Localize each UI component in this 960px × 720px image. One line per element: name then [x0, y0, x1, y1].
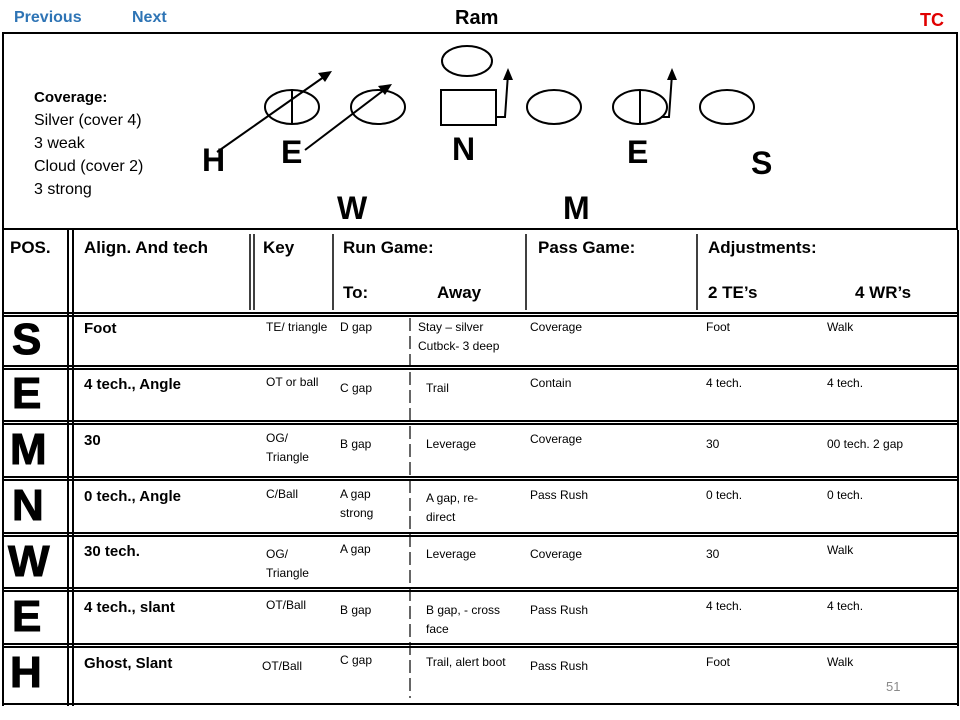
corner-label: TC: [920, 10, 944, 30]
page-title: Ram: [455, 7, 499, 29]
coverage-line: 3 strong: [34, 181, 92, 198]
row-run-to: B gap: [340, 603, 372, 617]
row-adj-te: 30: [706, 437, 720, 451]
header-pos: POS.: [10, 238, 51, 257]
row-pos: M: [10, 425, 47, 474]
row-adj-te: 4 tech.: [706, 599, 743, 613]
header-adjust-te: 2 TE’s: [708, 283, 758, 302]
row-run-away: Trail: [426, 381, 449, 395]
header-run-to: To:: [343, 283, 369, 302]
row-align: 4 tech., Angle: [84, 376, 181, 393]
slide-number: 51: [886, 679, 901, 694]
defender-n: N: [452, 131, 476, 167]
row-run-to: B gap: [340, 437, 372, 451]
header-align: Align. And tech: [84, 238, 209, 257]
row-pos: W: [8, 537, 50, 586]
row-run-away: A gap, re-direct: [426, 491, 479, 524]
row-key: OT or ball: [266, 375, 319, 389]
defender-m: M: [563, 190, 590, 226]
row-adj-wr: Walk: [827, 655, 854, 669]
row-key: OT/Ball: [266, 598, 307, 612]
row-run-away: Leverage: [426, 437, 477, 451]
row-adj-te: Foot: [706, 320, 731, 334]
next-link[interactable]: Next: [132, 9, 167, 26]
row-run-to: A gap strong: [340, 487, 374, 520]
header-adjustments: Adjustments:: [708, 238, 817, 257]
previous-link[interactable]: Previous: [14, 9, 82, 26]
row-pos: S: [12, 315, 42, 364]
row-run-away: Trail, alert boot: [426, 655, 506, 669]
row-align: 0 tech., Angle: [84, 488, 181, 505]
defender-s: S: [751, 145, 773, 181]
header-run-away: Away: [437, 283, 482, 302]
row-run-to: D gap: [340, 320, 373, 334]
coverage-heading: Coverage:: [34, 89, 108, 106]
row-adj-te: 0 tech.: [706, 488, 743, 502]
row-pass: Coverage: [530, 320, 583, 334]
row-pos: E: [12, 592, 42, 641]
coverage-line: Cloud (cover 2): [34, 158, 144, 175]
row-run-to: A gap: [340, 542, 371, 556]
row-adj-wr: 00 tech. 2 gap: [827, 437, 904, 451]
row-pass: Pass Rush: [530, 659, 589, 673]
row-pos: N: [12, 481, 44, 530]
row-align: Foot: [84, 320, 117, 337]
row-run-away: B gap, - cross face: [426, 603, 501, 636]
defender-h: H: [202, 142, 226, 178]
row-run-away: Leverage: [426, 547, 477, 561]
row-adj-wr: 0 tech.: [827, 488, 864, 502]
header-run-game: Run Game:: [343, 238, 434, 257]
row-adj-te: 30: [706, 547, 720, 561]
row-pass: Pass Rush: [530, 603, 589, 617]
row-pass: Coverage: [530, 432, 583, 446]
row-key: OG/ Triangle: [266, 547, 309, 580]
row-pos: H: [10, 648, 42, 697]
header-adjust-wr: 4 WR’s: [855, 283, 912, 302]
header-key: Key: [263, 238, 295, 257]
row-run-away: Stay – silver Cutbck- 3 deep: [418, 320, 500, 353]
defender-e-left: E: [281, 134, 303, 170]
coverage-line: Silver (cover 4): [34, 112, 142, 129]
row-align: Ghost, Slant: [84, 655, 173, 672]
defender-w: W: [337, 190, 368, 226]
row-pass: Coverage: [530, 547, 583, 561]
row-pass: Contain: [530, 376, 572, 390]
coverage-line: 3 weak: [34, 135, 85, 152]
row-align: 30: [84, 432, 101, 449]
row-adj-te: 4 tech.: [706, 376, 743, 390]
row-run-to: C gap: [340, 381, 373, 395]
defender-e-right: E: [627, 134, 649, 170]
row-adj-te: Foot: [706, 655, 731, 669]
row-run-to: C gap: [340, 653, 373, 667]
row-adj-wr: Walk: [827, 543, 854, 557]
header-pass-game: Pass Game:: [538, 238, 636, 257]
row-align: 4 tech., slant: [84, 599, 175, 616]
row-adj-wr: 4 tech.: [827, 376, 864, 390]
row-key: TE/ triangle: [266, 320, 328, 334]
row-key: C/Ball: [266, 487, 299, 501]
row-pass: Pass Rush: [530, 488, 589, 502]
row-pos: E: [12, 369, 42, 418]
row-align: 30 tech.: [84, 543, 140, 560]
row-key: OG/ Triangle: [266, 431, 309, 464]
row-adj-wr: Walk: [827, 320, 854, 334]
row-key: OT/Ball: [262, 659, 303, 673]
row-adj-wr: 4 tech.: [827, 599, 864, 613]
